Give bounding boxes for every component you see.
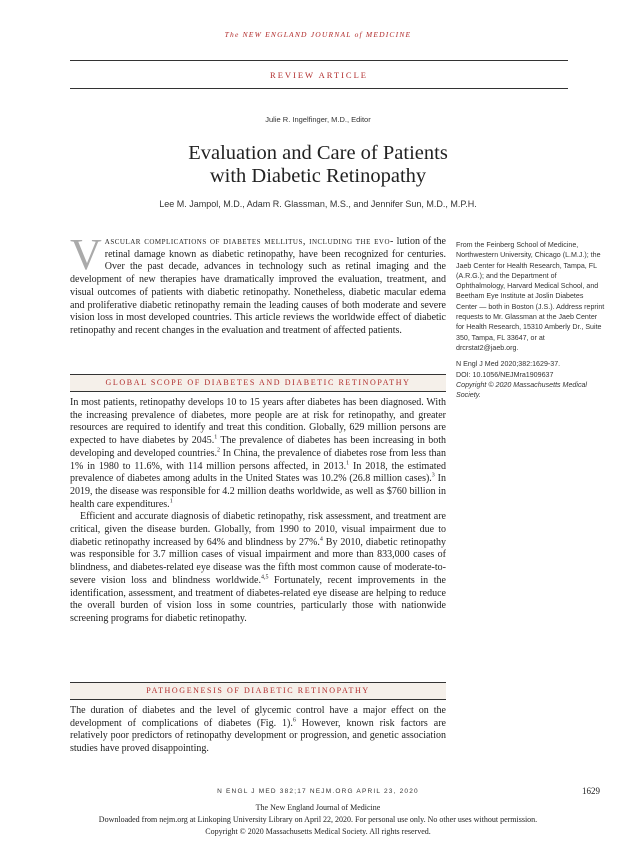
section-heading-global-scope: GLOBAL SCOPE OF DIABETES AND DIABETIC RETINOPATHY — [70, 374, 446, 392]
copyright-note: Copyright © 2020 Massachusetts Medical Society. — [456, 380, 588, 400]
download-notice-title: The New England Journal of Medicine — [255, 803, 381, 812]
reference-mark[interactable]: 6 — [292, 717, 296, 724]
lead-paragraph — [70, 230, 447, 338]
editor-line: Julie R. Ingelfinger, M.D., Editor — [265, 115, 371, 124]
section-heading-pathogenesis: PATHOGENESIS OF DIABETIC RETINOPATHY — [70, 682, 446, 700]
title-line-2: with Diabetic Retinopathy — [209, 165, 427, 187]
reference-mark[interactable]: 2 — [217, 447, 221, 454]
reference-mark[interactable]: 1 — [346, 460, 350, 467]
page-number: 1629 — [582, 786, 600, 796]
reference-mark[interactable]: 1 — [214, 434, 218, 441]
paragraph: The duration of diabetes and the level of glycemic control have a major effect on the development of complications of diabetes (Fig. 1).$^6$ However, known risk factors are relatively poor predictors of retinopathy development or progression, and genetic association studies have proved disappointing. — [70, 705, 446, 755]
sidebar-notes — [456, 240, 606, 400]
running-footer: N ENGL J MED 382;17 NEJM.ORG APRIL 23, 2020 — [217, 788, 419, 795]
top-rule — [70, 60, 568, 61]
lead-text: lution of the retinal damage known as diabetic retinopathy, have been recognized for centuries. Over the past decade, advances in technology such as retinal imaging and the development of new therapies have dramatically improved the evaluation, treatment, and visual outcomes of patients with diabetic retinopathy. Nonetheless, diabetic macular edema and proliferative diabetic retinopathy remain the leading causes of both moderate and severe vision loss in most developed countries. This article reviews the worldwide effect of diabetic retinopathy and recent changes in the evaluation and treatment of affected patients. — [70, 236, 447, 336]
download-copyright: Copyright © 2020 Massachusetts Medical Society. All rights reserved. — [205, 827, 431, 836]
section-pathogenesis-body — [70, 705, 446, 756]
section-global-scope-body — [70, 397, 446, 626]
lead-caps: ascular complications of diabetes mellitus, including the evo- — [104, 236, 394, 247]
affiliation-note: From the Feinberg School of Medicine, Northwestern University, Chicago (L.M.J.); the Jaeb Center for Health Research, Tampa, FL (A.R.G.); and the Department of Ophthalmology, Harvard Medical School, and Beetham Eye Institute at Joslin Diabetes Center — both in Boston (J.S.). Address reprint requests to Mr. Glassman at the Jaeb Center for Health Research, 15310 Amberly Dr., Suite 350, Tampa, FL 33647, or at drcrstat2@jaeb.org. — [456, 241, 605, 352]
journal-name-of: of — [354, 30, 363, 39]
journal-name-part: MEDICINE — [362, 30, 412, 39]
drop-cap: V — [70, 230, 102, 279]
download-notice: Downloaded from nejm.org at Linkoping University Library on April 22, 2020. For personal use only. No other uses without permission. — [98, 815, 538, 824]
paragraph: In most patients, retinopathy develops 10 to 15 years after diabetes has been diagnosed. With the increasing prevalence of diabetes, more people are at risk for retinopathy, and greater resources are required to identify and treat this condition. Globally, 629 million persons are expected to have diabetes by 2045.$^1$ The prevalence of diabetes has been increasing in both developing and developed countries.$^2$ In China, the prevalence of diabetes rose from less than 1% in 1980 to 11.6%, with 114 million persons affected, in 2013.$^1$ In 2018, the estimated prevalence of diabetes among adults in the United States was 10.2% (26.8 million cases).$^3$ In 2019, the disease was responsible for 4.2 million deaths worldwide, as well as $760 billion in health care expenditures.$^1$ — [70, 397, 447, 510]
journal-header — [0, 30, 636, 39]
reference-mark[interactable]: 1 — [169, 498, 173, 505]
author-list: Lee M. Jampol, M.D., Adam R. Glassman, M.S., and Jennifer Sun, M.D., M.P.H. — [159, 199, 477, 209]
paragraph: Efficient and accurate diagnosis of diabetic retinopathy, risk assessment, and treatment are critical, given the disease burden. Globally, from 1990 to 2010, visual impairment due to diabetic retinopathy increased by 64% and blindness by 27%.$^4$ By 2010, diabetic retinopathy was responsible for 3.7 million cases of visual impairment and more than 833,000 cases of blindness, and diabetes-related eye disease was the fifth most common cause of moderate-to-severe vision loss and blindness worldwide.$^{4,5}$ Fortunately, recent improvements in the identification, assessment, and treatment of diabetes-related eye disease are helping to reduce the overall burden of vision loss in some countries, particularly those with nationwide screening programs for diabetic retinopathy. — [70, 511, 446, 624]
article-title — [0, 142, 636, 188]
article-type-rule — [70, 88, 568, 89]
journal-name-part: The NEW ENGLAND JOURNAL — [224, 30, 355, 39]
reference-mark[interactable]: 4,5 — [260, 574, 269, 581]
reference-mark[interactable]: 4 — [319, 536, 323, 543]
reference-mark[interactable]: 3 — [431, 472, 435, 479]
citation: N Engl J Med 2020;382:1629-37. — [456, 360, 561, 369]
doi: DOI: 10.1056/NEJMra1909637 — [456, 370, 554, 379]
article-type: REVIEW ARTICLE — [270, 70, 368, 80]
title-line-1: Evaluation and Care of Patients — [188, 142, 448, 164]
